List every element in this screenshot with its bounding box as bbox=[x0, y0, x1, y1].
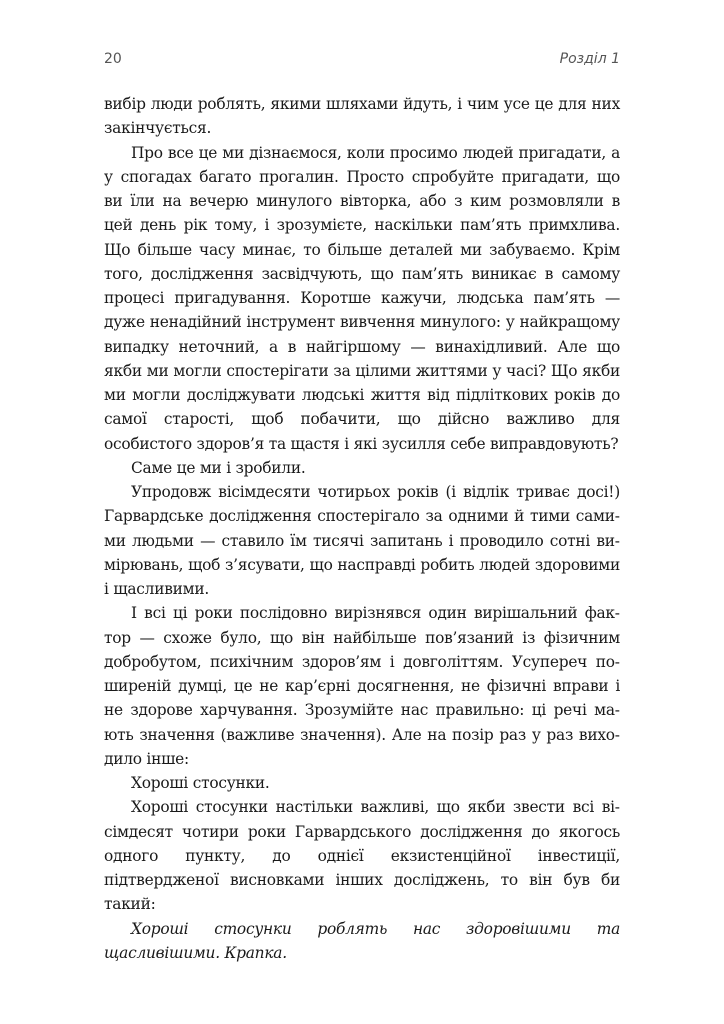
paragraph-decisive-factor: І всі ці роки послідовно вирізнявся один вирішальний фактор — схоже було, що він найбільше пов’язаний із фізичним добробутом, психічним здоров’ям і довголіттям. Усупереч поширеній думці, це не кар’єрні досягнення, не фізичні вправи і не здорове харчування. Зрозумійте нас правильно: ці речі мають значення (важливе значення). Але на позір раз у раз виходило інше: bbox=[104, 604, 620, 768]
paragraph-memory: Про все це ми дізнаємося, коли просимо людей пригадати, а у спогадах багато прогалин. Просто спробуйте пригадати, що ви їли на вечерю минулого вівторка, або з ким розмовляли в цей день рік тому, і зрозумієте, наскільки пам’ять примхлива. Що більше часу минає, то більше деталей ми забуваємо. Крім того, дослідження засвідчують, що пам’ять виникає в самому процесі пригадування. Коротше кажучи, людська пам’ять — дуже ненадійний інструмент вивчення минулого: у найкращому випадку неточний, а в найгіршому — винахідливий. Але що якби ми могли спостерігати за цілими життями у часі? Що якби ми могли досліджувати людські життя від підліткових років до самої старості, щоб побачити, що дійсно важливо для особистого здоров’я та щастя і які зусилля себе виправдовують? bbox=[104, 143, 620, 453]
page-number: 20 bbox=[104, 51, 122, 67]
paragraph-we-did-it: Саме це ми і зробили. bbox=[131, 458, 306, 477]
paragraph-importance: Хороші стосунки настільки важливі, що якби звести всі вісімдесят чотири роки Гарвардського дослідження до якогось одного пункту, до однієї екзистенційної інвестиції, підтвердженої висновками інших досліджень, то він був би такий: bbox=[104, 798, 620, 914]
paragraph-conclusion: Хороші стосунки роблять нас здоровішими та щасливішими. Крапка. bbox=[104, 919, 620, 962]
paragraph-continuation: вибір люди роблять, якими шляхами йдуть, і чим усе це для них закінчується. bbox=[104, 95, 620, 138]
paragraph-good-relationships: Хороші стосунки. bbox=[131, 774, 270, 792]
body-text bbox=[104, 92, 620, 965]
running-head: Розділ 1 bbox=[559, 51, 620, 67]
paragraph-harvard-study: Упродовж вісімдесяти чотирьох років (і відлік триває досі!) Гарвардське дослідження спостерігало за одними й тими самими людьми — ставило їм тисячі запитань і проводило сотні вимірювань, щоб з’ясувати, що насправді робить людей здоровими і щасливими. bbox=[104, 483, 620, 598]
page-header bbox=[104, 51, 620, 75]
